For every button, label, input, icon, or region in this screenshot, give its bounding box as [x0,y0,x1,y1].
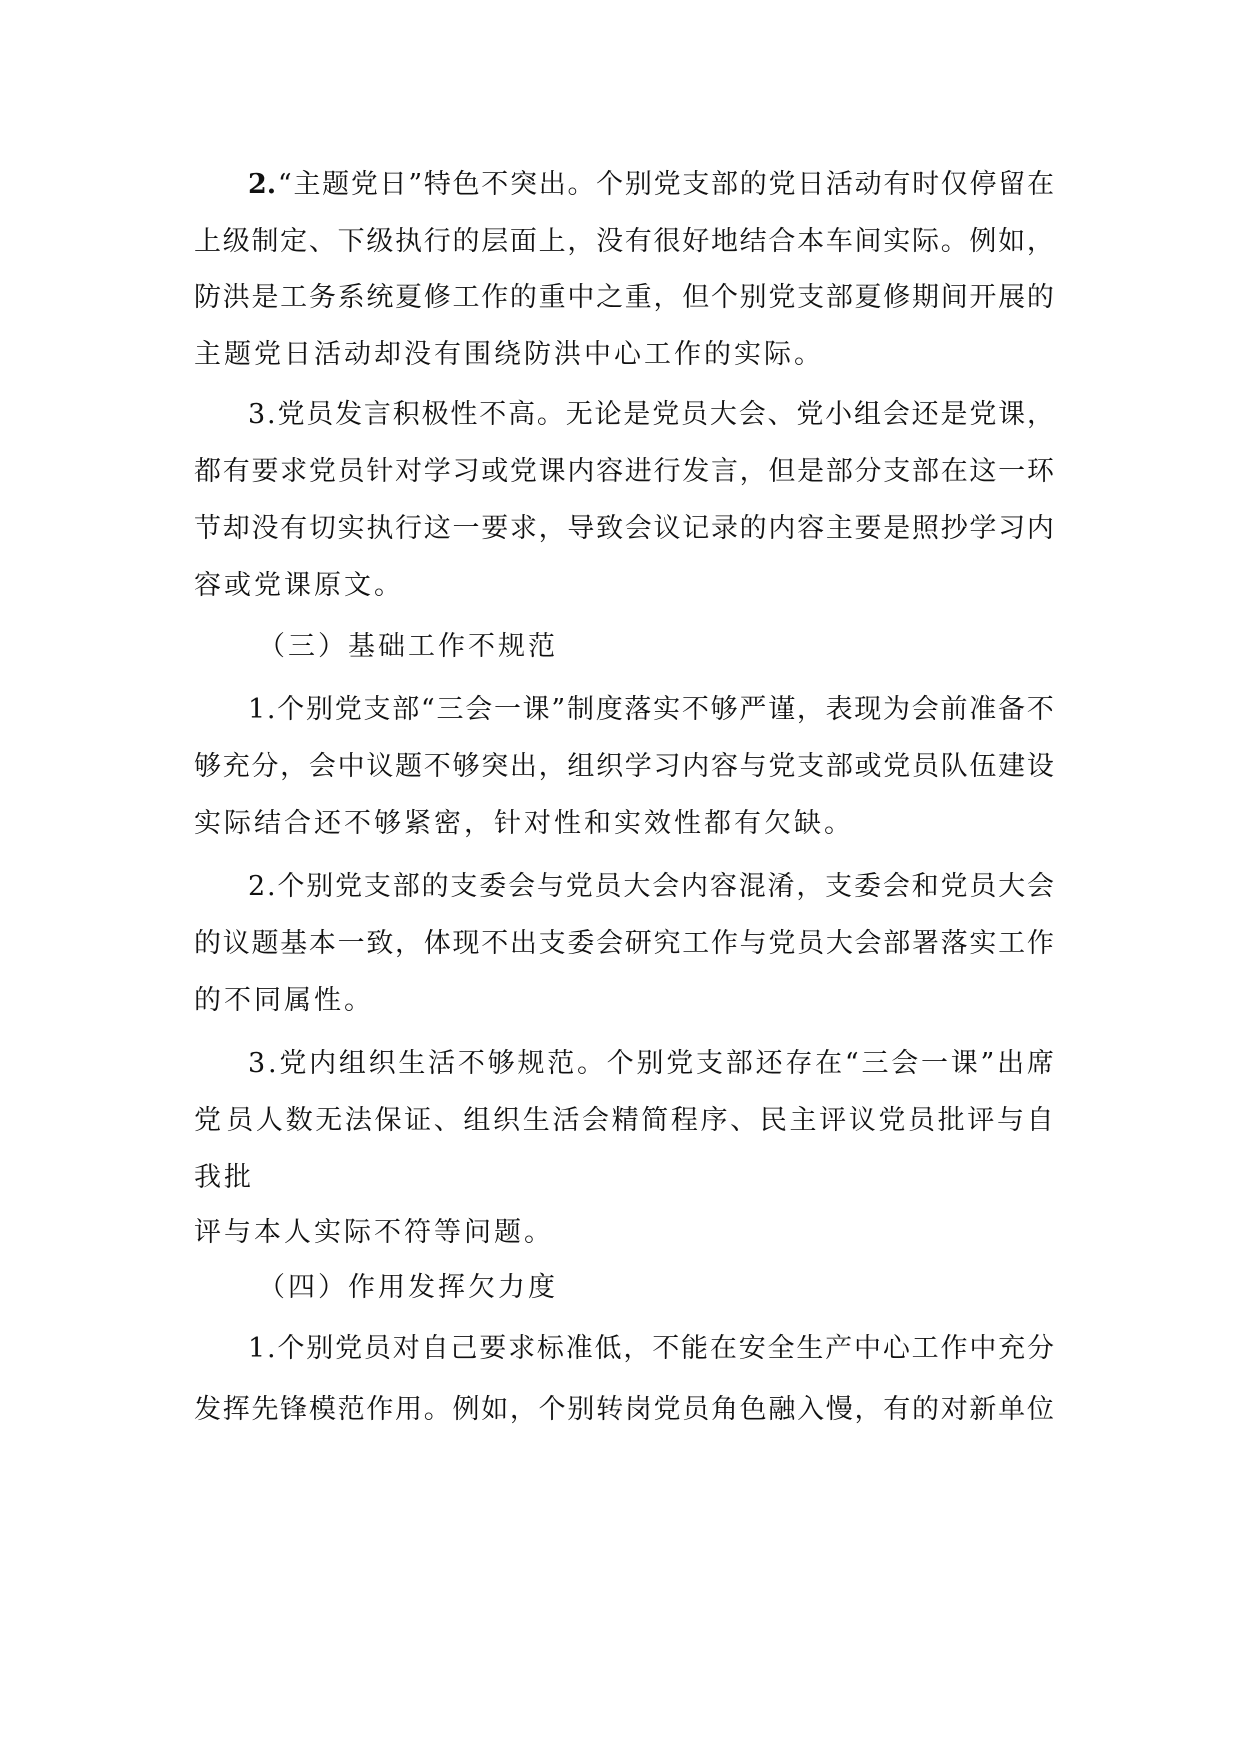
paragraph-3-line-3: 实际结合还不够紧密，针对性和实效性都有欠缺。 [194,808,854,839]
paragraph-5-line-2: 党 员 人 数 无 法 保 证 、 组 织 生 活 会 精 简 程 序 、 民 主 评 议 党 员 批 评 与 自 [194,1105,1054,1136]
paragraph-2-line-4: 容或党课原文。 [194,570,404,601]
paragraph-number: 2. [248,169,277,200]
paragraph-2-line-1: 3 . 党 员 发 言 积 极 性 不 高 。 无 论 是 党 员 大 会 、 党 小 组 会 还 是 党 课 ， [248,399,1054,430]
paragraph-1-line-3: 防 洪 是 工 务 系 统 夏 修 工 作 的 重 中 之 重 ， 但 个 别 党 支 部 夏 修 期 间 开 展 的 [194,282,1054,313]
paragraph-6-line-1: 1 . 个 别 党 员 对 自 己 要 求 标 准 低 ， 不 能 在 安 全 生 产 中 心 工 作 中 充 分 [248,1333,1054,1364]
paragraph-2-line-2: 都 有 要 求 党 员 针 对 学 习 或 党 课 内 容 进 行 发 言 ， 但 是 部 分 支 部 在 这 一 环 [194,456,1054,487]
paragraph-4-line-1: 2 . 个 别 党 支 部 的 支 委 会 与 党 员 大 会 内 容 混 淆 ， 支 委 会 和 党 员 大 会 [248,871,1054,902]
paragraph-4-line-3: 的不同属性。 [194,985,374,1016]
paragraph-3-line-1: 1 . 个 别 党 支 部 “ 三 会 一 课 ” 制 度 落 实 不 够 严 谨 ， 表 现 为 会 前 准 备 不 [248,694,1054,725]
paragraph-5-line-4: 评与本人实际不符等问题。 [194,1217,554,1248]
section-heading-4: （四）作用发挥欠力度 [258,1272,558,1303]
section-heading-3: （三）基础工作不规范 [258,631,558,662]
paragraph-1-line-4: 主题党日活动却没有围绕防洪中心工作的实际。 [194,339,824,370]
paragraph-5-line-1: 3 . 党 内 组 织 生 活 不 够 规 范 。 个 别 党 支 部 还 存 在 “ 三 会 一 课 ” 出 席 [248,1048,1054,1079]
paragraph-4-line-2: 的 议 题 基 本 一 致 ， 体 现 不 出 支 委 会 研 究 工 作 与 党 员 大 会 部 署 落 实 工 作 [194,928,1054,959]
paragraph-5-line-3: 我批 [194,1162,254,1193]
paragraph-6-line-2: 发 挥 先 锋 模 范 作 用 。 例 如 ， 个 别 转 岗 党 员 角 色 融 入 慢 ， 有 的 对 新 单 位 [194,1394,1054,1425]
paragraph-3-line-2: 够 充 分 ， 会 中 议 题 不 够 突 出 ， 组 织 学 习 内 容 与 党 支 部 或 党 员 队 伍 建 设 [194,751,1054,782]
paragraph-2-line-3: 节 却 没 有 切 实 执 行 这 一 要 求 ， 导 致 会 议 记 录 的 内 容 主 要 是 照 抄 学 习 内 [194,513,1054,544]
paragraph-1-line-1: 2. “ 主 题 党 日 ” 特 色 不 突 出 。 个 别 党 支 部 的 党 日 活 动 有 时 仅 停 留 在 [248,165,1054,205]
paragraph-1-line-2: 上 级 制 定 、 下 级 执 行 的 层 面 上 ， 没 有 很 好 地 结 合 本 车 间 实 际 。 例 如 ， [194,226,1054,257]
